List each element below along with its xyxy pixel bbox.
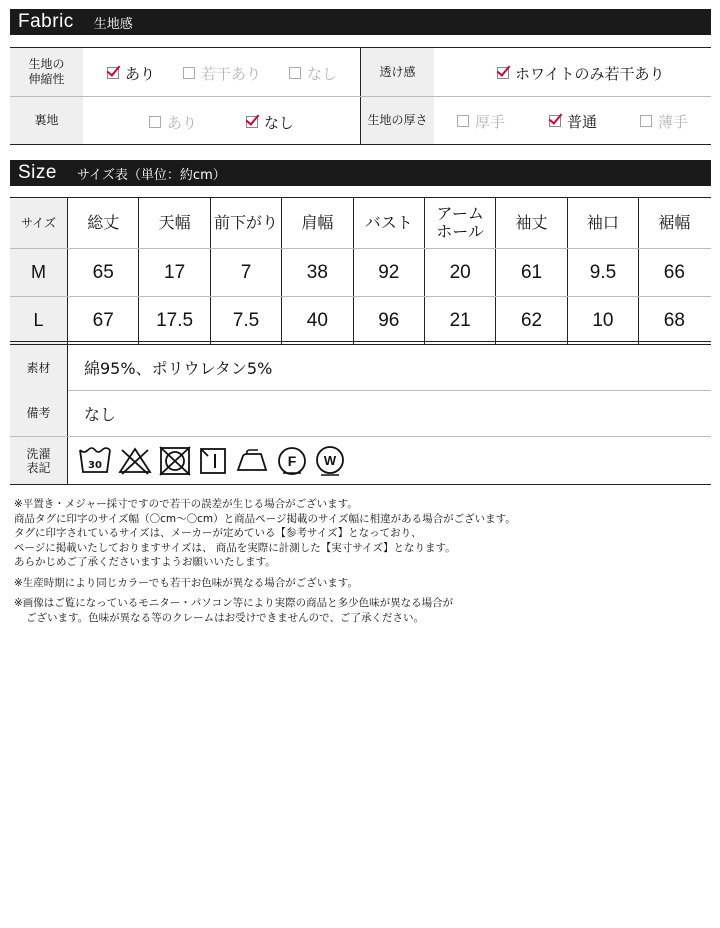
stretch-option-no: なし: [289, 63, 337, 83]
table-cell: 68: [663, 309, 685, 331]
header-cell: 袖口: [568, 198, 639, 248]
no-bleach-icon: [118, 446, 152, 476]
note-line: あらかじめご了承くださいますようお願いいたします。: [14, 556, 276, 568]
thickness-option-thin: 薄手: [640, 111, 688, 131]
remarks-value: なし: [84, 404, 117, 424]
size-notes: [14, 497, 714, 625]
checkbox-empty-icon: [183, 67, 195, 79]
note-line: ※平置き・メジャー採寸ですので若干の誤差が生じる場合がございます。: [14, 498, 358, 510]
fabric-section-header: [10, 9, 711, 35]
checkbox-empty-icon: [640, 115, 652, 127]
material-label: 素材: [10, 345, 68, 390]
header-cell: 袖丈: [496, 198, 567, 248]
table-cell: 96: [354, 297, 425, 344]
low-iron-icon: [234, 446, 270, 476]
header-cell: 裾幅: [658, 213, 691, 232]
checkbox-checked-icon: [246, 116, 258, 128]
wet-clean-letter: W: [323, 452, 337, 468]
fabric-row-2: [10, 96, 711, 144]
size-label: L: [10, 297, 68, 344]
wet-clean-w-icon: [314, 445, 346, 477]
remarks-row: [10, 390, 711, 437]
table-cell: 38: [282, 249, 353, 296]
header-cell: バスト: [354, 198, 425, 248]
table-row: [10, 249, 711, 297]
table-cell: 20: [425, 249, 496, 296]
stretch-option-yes: あり: [107, 63, 155, 83]
table-cell: 7: [211, 249, 282, 296]
shade-drip-dry-icon: [198, 446, 228, 476]
note-line: タグに印字されているサイズは、メーカーが定めている【参考サイズ】となっており、: [14, 527, 422, 539]
fabric-title-jp: 生地感: [93, 16, 133, 32]
material-value: 綿95%、ポリウレタン5%: [84, 359, 273, 378]
table-cell: 66: [663, 261, 685, 283]
note-line: ページに掲載いたしておりますサイズは、 商品を実際に計測した【実寸サイズ】となります。: [14, 541, 456, 554]
size-corner-label: サイズ: [10, 198, 68, 248]
material-row: [10, 344, 711, 391]
size-title-jp: サイズ表（単位：約cm）: [76, 167, 226, 183]
no-tumble-dry-icon: [158, 446, 192, 476]
checkbox-checked-icon: [549, 115, 561, 127]
note-line: ございます。色味が異なる等のクレームはお受けできませんので、ご了承ください。: [26, 611, 424, 624]
checkbox-checked-icon: [107, 67, 119, 79]
thickness-option-thick: 厚手: [457, 111, 505, 131]
fabric-row-1: [10, 48, 711, 96]
header-cell: 総丈: [68, 198, 139, 248]
table-cell: 17.5: [139, 297, 210, 344]
remarks-label: 備考: [10, 390, 68, 436]
table-cell: 61: [496, 249, 567, 296]
size-section-header: [10, 160, 711, 186]
note-line: ※画像はご覧になっているモニター・パソコン等により実際の商品と多少色味が異なる場合が: [14, 597, 454, 609]
wash-30-icon: [78, 446, 112, 476]
sheer-label: 透け感: [361, 48, 434, 96]
note-line: ※生産時期により同じカラーでも若干お色味が異なる場合がございます。: [14, 576, 358, 589]
table-cell: 17: [139, 249, 210, 296]
wash-temp-text: 30: [88, 459, 102, 471]
header-cell: アーム ホール: [425, 198, 496, 248]
thickness-option-normal: 普通: [549, 111, 597, 131]
table-cell: 9.5: [568, 249, 639, 296]
checkbox-empty-icon: [457, 115, 469, 127]
fabric-table: [10, 47, 711, 145]
dry-clean-letter: F: [287, 452, 297, 469]
sheer-option: ホワイトのみ若干あり: [497, 63, 665, 83]
lining-option-no: なし: [246, 112, 294, 132]
care-row: [10, 437, 711, 485]
size-title-en: Size: [18, 162, 57, 183]
table-cell: 10: [568, 297, 639, 344]
table-cell: 40: [282, 297, 353, 344]
size-label: M: [10, 249, 68, 296]
checkbox-empty-icon: [289, 67, 301, 79]
dry-clean-f-icon: [276, 445, 308, 477]
thickness-label: 生地の厚さ: [361, 97, 434, 144]
header-cell: 肩幅: [282, 198, 353, 248]
care-icons: [68, 437, 346, 484]
header-cell: 前下がり: [211, 198, 282, 248]
size-table: [10, 197, 711, 343]
table-cell: 92: [354, 249, 425, 296]
header-cell: 天幅: [139, 198, 210, 248]
table-cell: 65: [68, 249, 139, 296]
lining-option-yes: あり: [149, 112, 197, 132]
lining-label: 裏地: [10, 97, 83, 144]
table-cell: 21: [425, 297, 496, 344]
table-cell: 62: [496, 297, 567, 344]
size-table-header: [10, 198, 711, 249]
checkbox-checked-icon: [497, 67, 509, 79]
table-cell: 7.5: [211, 297, 282, 344]
table-row: [10, 297, 711, 344]
care-label: 洗濯 表記: [10, 437, 68, 484]
table-cell: 67: [68, 297, 139, 344]
checkbox-empty-icon: [149, 116, 161, 128]
note-line: 商品タグに印字のサイズ幅（〇cm〜〇cm）と商品ページ掲載のサイズ幅に相違がある場合がございます。: [14, 512, 516, 525]
fabric-title-en: Fabric: [18, 11, 74, 32]
stretch-option-slight: 若干あり: [183, 63, 261, 83]
stretch-label: 生地の 伸縮性: [10, 48, 83, 96]
